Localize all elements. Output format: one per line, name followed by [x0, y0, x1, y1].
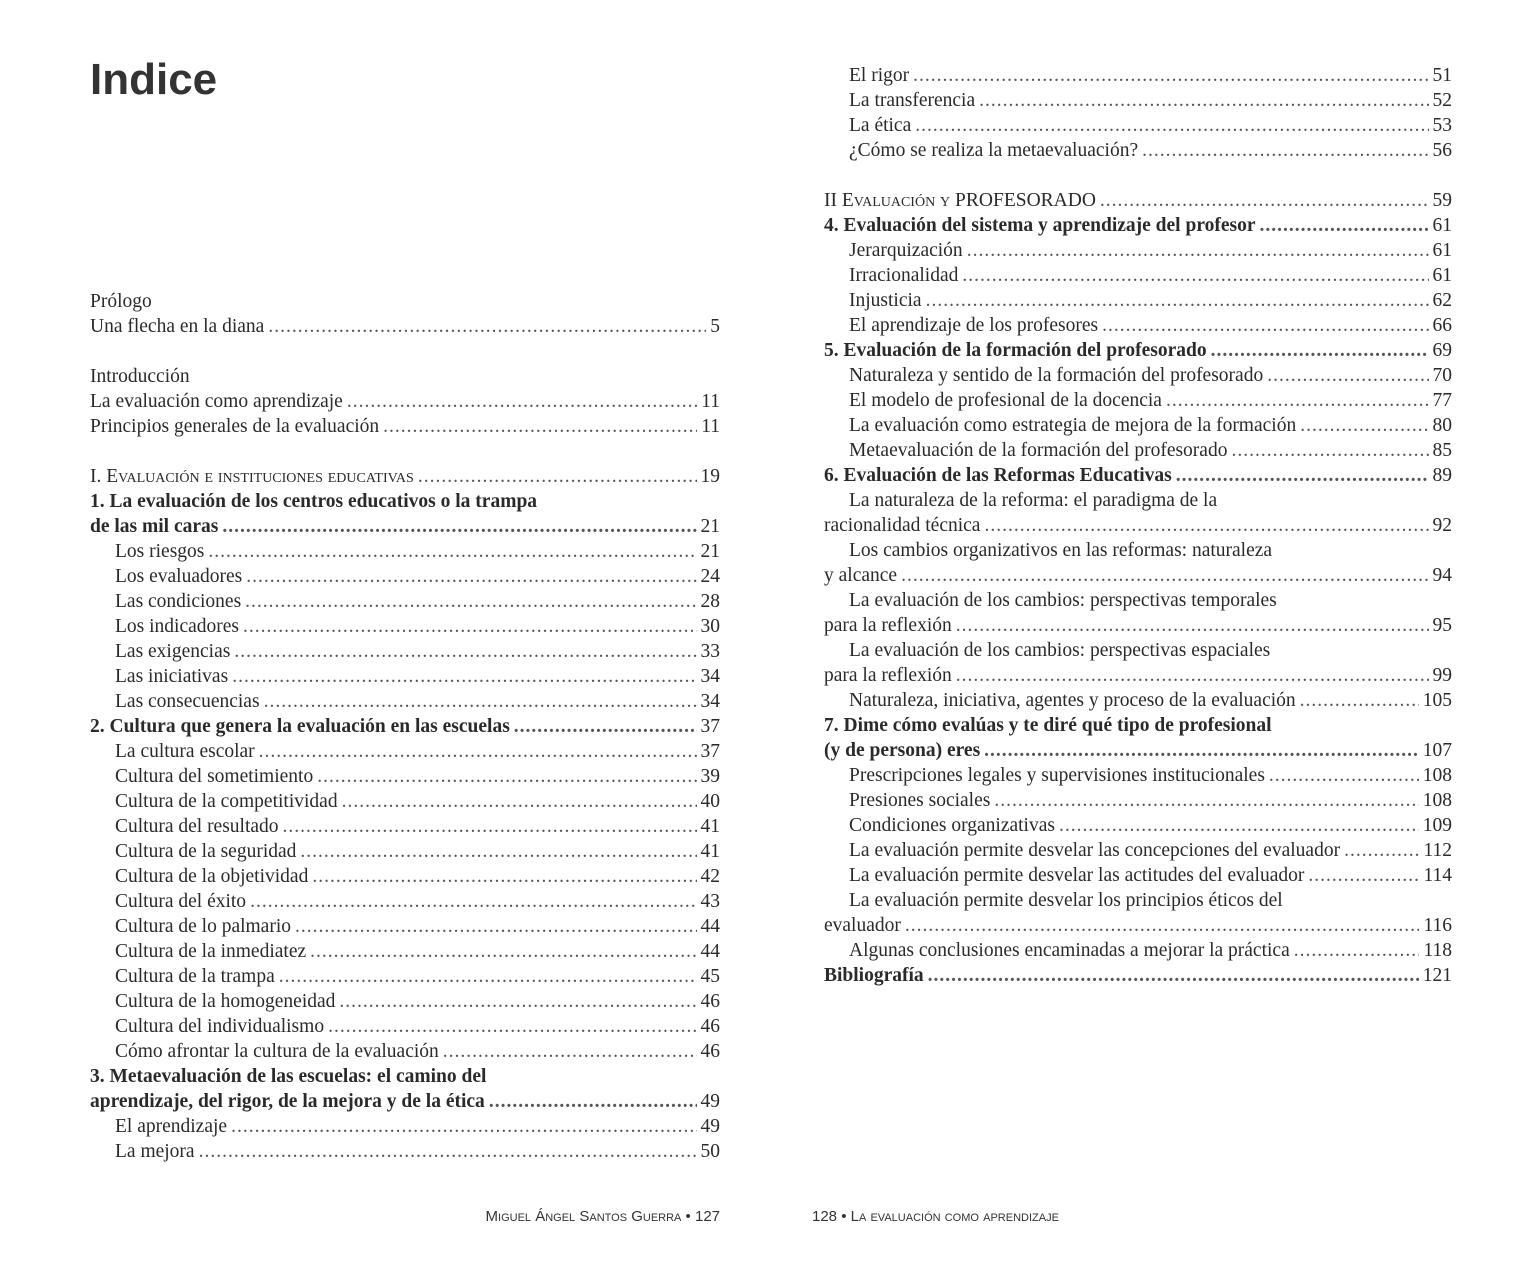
- toc-entry-title: Cultura de la inmediatez: [115, 941, 307, 962]
- toc-page-number: 28: [700, 591, 720, 612]
- toc-entry-title: Los riesgos: [115, 541, 205, 562]
- dot-leader: [342, 789, 697, 814]
- toc-entry-title: y alcance: [824, 565, 898, 586]
- toc-entry-title: Naturaleza, iniciativa, agentes y proceso de la evaluación: [849, 690, 1296, 711]
- toc-entry: [90, 864, 720, 889]
- toc-entry-title: Injusticia: [849, 290, 922, 311]
- toc-page-number: 61: [1432, 240, 1452, 261]
- toc-entry: [824, 113, 1452, 138]
- toc-page-number: 5: [710, 316, 720, 337]
- dot-leader: [199, 1139, 697, 1164]
- toc-page-number: 44: [700, 916, 720, 937]
- toc-entry-title: Los cambios organizativos en las reformas: naturaleza: [849, 540, 1273, 561]
- toc-entry-title: El aprendizaje de los profesores: [849, 315, 1099, 336]
- toc-entry-title: Jerarquización: [849, 240, 963, 261]
- dot-leader: [984, 738, 1419, 763]
- toc-page-number: 39: [700, 766, 720, 787]
- dot-leader: [339, 989, 696, 1014]
- toc-entry: [90, 564, 720, 589]
- toc-entry: [824, 138, 1452, 163]
- toc-page-number: 66: [1432, 315, 1452, 336]
- toc-entry: [824, 738, 1452, 763]
- toc-entry: [90, 789, 720, 814]
- toc-entry: [824, 263, 1452, 288]
- toc-entry-title: 5. Evaluación de la formación del profesorado: [824, 340, 1207, 361]
- toc-page-number: 118: [1423, 940, 1452, 961]
- toc-page-number: 53: [1432, 115, 1452, 136]
- toc-page-number: 21: [700, 541, 720, 562]
- toc-page-number: 108: [1422, 765, 1452, 786]
- dot-leader: [279, 964, 697, 989]
- toc-entry-title: La evaluación permite desvelar los principios éticos del: [849, 890, 1283, 911]
- toc-page-number: 41: [700, 816, 720, 837]
- toc-entry-title: Cultura del sometimiento: [115, 766, 314, 787]
- toc-entry-title: Bibliografía: [824, 965, 924, 986]
- toc-entry: [90, 1139, 720, 1164]
- toc-entry: [824, 313, 1452, 338]
- dot-leader: [489, 1089, 697, 1114]
- toc-entry: [824, 238, 1452, 263]
- dot-leader: [928, 963, 1419, 988]
- dot-leader: [915, 113, 1428, 138]
- toc-entry: [824, 713, 1452, 738]
- toc-entry-title: La cultura escolar: [115, 741, 255, 762]
- toc-entry: [824, 363, 1452, 388]
- toc-page-number: 116: [1423, 915, 1452, 936]
- toc-entry-title: Condiciones organizativas: [849, 815, 1055, 836]
- toc-page-number: 70: [1432, 365, 1452, 386]
- toc-list-left: [90, 289, 720, 1164]
- toc-entry-title: Principios generales de la evaluación: [90, 416, 380, 437]
- toc-page-number: 114: [1423, 865, 1452, 886]
- toc-page-number: 77: [1432, 390, 1452, 411]
- toc-entry-title: La naturaleza de la reforma: el paradigma de la: [849, 490, 1218, 511]
- toc-page-number: 59: [1432, 190, 1452, 211]
- toc-entry: [90, 914, 720, 939]
- toc-entry: [824, 613, 1452, 638]
- toc-entry-title: Las iniciativas: [115, 666, 229, 687]
- toc-page-number: 62: [1432, 290, 1452, 311]
- toc-page-number: 44: [700, 941, 720, 962]
- toc-entry-title: El rigor: [849, 65, 910, 86]
- toc-entry-title: Cultura del éxito: [115, 891, 247, 912]
- toc-entry: [90, 939, 720, 964]
- toc-entry: [824, 688, 1452, 713]
- toc-page-number: 11: [701, 416, 720, 437]
- toc-entry-title: ¿Cómo se realiza la metaevaluación?: [849, 140, 1139, 161]
- toc-entry-title: La evaluación permite desvelar las concepciones del evaluador: [849, 840, 1341, 861]
- toc-entry-title: La evaluación permite desvelar las actitudes del evaluador: [849, 865, 1305, 886]
- toc-entry-title: 3. Metaevaluación de las escuelas: el camino del: [90, 1066, 487, 1087]
- toc-entry-title: 7. Dime cómo evalúas y te diré qué tipo de profesional: [824, 715, 1272, 736]
- toc-list-right: [824, 63, 1452, 988]
- running-footer-right: [812, 1208, 1059, 1225]
- toc-page-number: 40: [700, 791, 720, 812]
- toc-page-number: 37: [700, 741, 720, 762]
- toc-entry: [90, 689, 720, 714]
- dot-leader: [926, 288, 1429, 313]
- toc-entry-title: Las exigencias: [115, 641, 231, 662]
- dot-leader: [984, 513, 1428, 538]
- dot-leader: [1300, 688, 1419, 713]
- toc-entry-title: 6. Evaluación de las Reformas Educativas: [824, 465, 1172, 486]
- dot-leader: [1308, 863, 1419, 888]
- toc-page-number: 46: [700, 1041, 720, 1062]
- dot-leader: [1231, 438, 1428, 463]
- toc-page-number: 19: [700, 466, 720, 487]
- dot-leader: [1142, 138, 1428, 163]
- toc-page-number: 34: [700, 691, 720, 712]
- toc-entry: [90, 814, 720, 839]
- dot-leader: [1269, 763, 1419, 788]
- dot-leader: [259, 739, 697, 764]
- toc-entry-title: Cultura de lo palmario: [115, 916, 291, 937]
- toc-page-number: 50: [700, 1141, 720, 1162]
- toc-entry-title: El modelo de profesional de la docencia: [849, 390, 1162, 411]
- toc-entry-title: Cultura de la seguridad: [115, 841, 297, 862]
- dot-leader: [231, 1114, 696, 1139]
- dot-leader: [905, 913, 1420, 938]
- page-title: Indice: [90, 55, 218, 104]
- toc-entry: [824, 638, 1452, 663]
- toc-page-number: 105: [1422, 690, 1452, 711]
- dot-leader: [295, 914, 697, 939]
- toc-entry: [824, 413, 1452, 438]
- toc-entry: [824, 888, 1452, 913]
- toc-page-number: 45: [700, 966, 720, 987]
- dot-leader: [979, 88, 1428, 113]
- toc-entry-title: Irracionalidad: [849, 265, 959, 286]
- toc-page-number: 33: [700, 641, 720, 662]
- toc-entry: [824, 588, 1452, 613]
- toc-entry: [824, 538, 1452, 563]
- dot-leader: [1300, 413, 1428, 438]
- toc-page-number: 69: [1432, 340, 1452, 361]
- toc-page-number: 21: [700, 516, 720, 537]
- toc-page-number: 61: [1432, 215, 1452, 236]
- toc-entry: [824, 813, 1452, 838]
- toc-page-number: 121: [1422, 965, 1452, 986]
- toc-entry: [824, 388, 1452, 413]
- toc-entry: [90, 314, 720, 339]
- toc-entry: [824, 788, 1452, 813]
- dot-leader: [901, 563, 1428, 588]
- toc-entry-title: 1. La evaluación de los centros educativos o la trampa: [90, 491, 538, 512]
- toc-entry: [90, 1089, 720, 1114]
- toc-entry: [90, 1039, 720, 1064]
- dot-leader: [264, 689, 697, 714]
- toc-entry-title: II Evaluación y PROFESORADO: [824, 190, 1096, 211]
- toc-entry: [824, 488, 1452, 513]
- toc-entry: [90, 514, 720, 539]
- dot-leader: [283, 814, 697, 839]
- dot-leader: [994, 788, 1418, 813]
- toc-entry: [90, 464, 720, 489]
- right-page: [758, 0, 1516, 1266]
- toc-entry: [824, 88, 1452, 113]
- toc-page-number: 11: [701, 391, 720, 412]
- toc-page-number: 61: [1432, 265, 1452, 286]
- toc-entry-title: para la reflexión: [824, 615, 952, 636]
- dot-leader: [1267, 363, 1428, 388]
- dot-leader: [1260, 213, 1429, 238]
- toc-entry-title: Cultura del resultado: [115, 816, 279, 837]
- toc-entry: [824, 288, 1452, 313]
- toc-entry: [90, 739, 720, 764]
- toc-entry-title: La ética: [849, 115, 912, 136]
- toc-entry-title: Metaevaluación de la formación del profesorado: [849, 440, 1228, 461]
- toc-page-number: 51: [1432, 65, 1452, 86]
- toc-entry: [90, 289, 720, 314]
- toc-entry: [90, 539, 720, 564]
- toc-entry: [90, 614, 720, 639]
- toc-page-number: 42: [700, 866, 720, 887]
- toc-entry-title: Los evaluadores: [115, 566, 243, 587]
- toc-entry: [90, 589, 720, 614]
- toc-page-number: 37: [700, 716, 720, 737]
- toc-entry-title: Las condiciones: [115, 591, 242, 612]
- dot-leader: [300, 839, 696, 864]
- dot-leader: [250, 889, 696, 914]
- dot-leader: [1176, 463, 1429, 488]
- toc-entry-title: Prólogo: [90, 291, 152, 312]
- dot-leader: [1166, 388, 1429, 413]
- dot-leader: [1211, 338, 1429, 363]
- toc-entry: [90, 989, 720, 1014]
- toc-entry: [824, 863, 1452, 888]
- toc-entry-title: para la reflexión: [824, 665, 952, 686]
- dot-leader: [232, 664, 696, 689]
- toc-entry: [90, 1014, 720, 1039]
- toc-entry: [824, 663, 1452, 688]
- dot-leader: [956, 613, 1429, 638]
- toc-entry: [824, 763, 1452, 788]
- toc-entry: [90, 364, 720, 389]
- toc-entry-title: La transferencia: [849, 90, 976, 111]
- toc-entry-title: racionalidad técnica: [824, 515, 981, 536]
- toc-entry: [824, 838, 1452, 863]
- toc-page-number: 89: [1432, 465, 1452, 486]
- toc-entry: [824, 63, 1452, 88]
- toc-entry: [824, 938, 1452, 963]
- toc-page-number: 24: [700, 566, 720, 587]
- toc-entry-title: La evaluación como aprendizaje: [90, 391, 343, 412]
- toc-entry-title: 4. Evaluación del sistema y aprendizaje del profesor: [824, 215, 1256, 236]
- toc-page-number: 95: [1432, 615, 1452, 636]
- toc-entry: [90, 389, 720, 414]
- toc-entry-title: El aprendizaje: [115, 1116, 228, 1137]
- toc-entry: [824, 913, 1452, 938]
- toc-page-number: 56: [1432, 140, 1452, 161]
- toc-entry: [90, 414, 720, 439]
- dot-leader: [208, 539, 696, 564]
- toc-entry-title: La mejora: [115, 1141, 195, 1162]
- toc-page-number: 109: [1422, 815, 1452, 836]
- toc-entry: [90, 964, 720, 989]
- toc-entry-title: (y de persona) eres: [824, 740, 981, 761]
- dot-leader: [317, 764, 696, 789]
- footer-book-title: La evaluación como aprendizaje: [850, 1208, 1059, 1225]
- toc-page-number: 30: [700, 616, 720, 637]
- toc-entry-title: 2. Cultura que genera la evaluación en las escuelas: [90, 716, 510, 737]
- toc-entry: [90, 639, 720, 664]
- dot-leader: [347, 389, 697, 414]
- toc-entry-title: evaluador: [824, 915, 901, 936]
- toc-page-number: 99: [1432, 665, 1452, 686]
- toc-entry: [824, 213, 1452, 238]
- toc-entry: [90, 764, 720, 789]
- dot-leader: [222, 514, 696, 539]
- toc-page-number: 92: [1432, 515, 1452, 536]
- toc-entry-title: Cultura de la competitividad: [115, 791, 338, 812]
- toc-entry-title: Una flecha en la diana: [90, 316, 265, 337]
- toc-entry-title: aprendizaje, del rigor, de la mejora y de la ética: [90, 1091, 485, 1112]
- toc-page-number: 107: [1422, 740, 1452, 761]
- toc-page-number: 34: [700, 666, 720, 687]
- dot-leader: [328, 1014, 696, 1039]
- dot-leader: [1059, 813, 1419, 838]
- toc-entry: [90, 714, 720, 739]
- toc-entry-title: Cultura del individualismo: [115, 1016, 325, 1037]
- toc-page-number: 46: [700, 1016, 720, 1037]
- toc-page-number: 43: [700, 891, 720, 912]
- toc-entry: [90, 664, 720, 689]
- toc-entry-title: Cultura de la objetividad: [115, 866, 309, 887]
- toc-entry-title: Los indicadores: [115, 616, 240, 637]
- dot-leader: [312, 864, 696, 889]
- toc-entry-title: Cultura de la trampa: [115, 966, 275, 987]
- dot-leader: [962, 263, 1428, 288]
- running-footer-left: Miguel Ángel Santos Guerra • 127: [485, 1208, 720, 1225]
- toc-page-number: 49: [700, 1116, 720, 1137]
- toc-entry: [824, 438, 1452, 463]
- toc-entry-title: La evaluación de los cambios: perspectivas espaciales: [849, 640, 1271, 661]
- dot-leader: [1100, 188, 1429, 213]
- toc-entry: [90, 889, 720, 914]
- toc-entry: [824, 963, 1452, 988]
- toc-entry: [824, 188, 1452, 213]
- toc-entry-title: Cultura de la homogeneidad: [115, 991, 336, 1012]
- dot-leader: [913, 63, 1428, 88]
- toc-entry: [824, 563, 1452, 588]
- toc-page-number: 85: [1432, 440, 1452, 461]
- dot-leader: [1344, 838, 1419, 863]
- toc-page-number: 46: [700, 991, 720, 1012]
- dot-leader: [383, 414, 697, 439]
- toc-entry: [90, 1114, 720, 1139]
- dot-leader: [234, 639, 696, 664]
- toc-entry-title: de las mil caras: [90, 516, 219, 537]
- dot-leader: [967, 238, 1429, 263]
- dot-leader: [1294, 938, 1420, 963]
- dot-leader: [246, 564, 696, 589]
- toc-page-number: 52: [1432, 90, 1452, 111]
- toc-entry-title: Presiones sociales: [849, 790, 991, 811]
- toc-entry: [90, 839, 720, 864]
- dot-leader: [418, 464, 697, 489]
- dot-leader: [1102, 313, 1428, 338]
- footer-page-number: 128 •: [812, 1208, 847, 1225]
- dot-leader: [956, 663, 1429, 688]
- toc-page-number: 108: [1422, 790, 1452, 811]
- dot-leader: [245, 589, 696, 614]
- toc-entry-title: Prescripciones legales y supervisiones institucionales: [849, 765, 1265, 786]
- toc-entry-title: I. Evaluación e instituciones educativas: [90, 466, 414, 487]
- dot-leader: [310, 939, 696, 964]
- toc-page-number: 94: [1432, 565, 1452, 586]
- toc-entry-title: La evaluación como estrategia de mejora de la formación: [849, 415, 1297, 436]
- toc-entry-title: Naturaleza y sentido de la formación del profesorado: [849, 365, 1264, 386]
- dot-leader: [243, 614, 696, 639]
- toc-entry: [824, 463, 1452, 488]
- dot-leader: [514, 714, 697, 739]
- toc-page-number: 80: [1432, 415, 1452, 436]
- dot-leader: [268, 314, 706, 339]
- toc-entry: [824, 338, 1452, 363]
- toc-entry-title: Introducción: [90, 366, 190, 387]
- toc-entry: [90, 1064, 720, 1089]
- toc-entry-title: Cómo afrontar la cultura de la evaluación: [115, 1041, 439, 1062]
- toc-page-number: 112: [1423, 840, 1452, 861]
- toc-entry: [824, 513, 1452, 538]
- dot-leader: [443, 1039, 697, 1064]
- toc-entry-title: Las consecuencias: [115, 691, 260, 712]
- toc-entry: [90, 489, 720, 514]
- toc-entry-title: La evaluación de los cambios: perspectivas temporales: [849, 590, 1277, 611]
- toc-entry-title: Algunas conclusiones encaminadas a mejorar la práctica: [849, 940, 1290, 961]
- toc-page-number: 41: [700, 841, 720, 862]
- toc-page-number: 49: [700, 1091, 720, 1112]
